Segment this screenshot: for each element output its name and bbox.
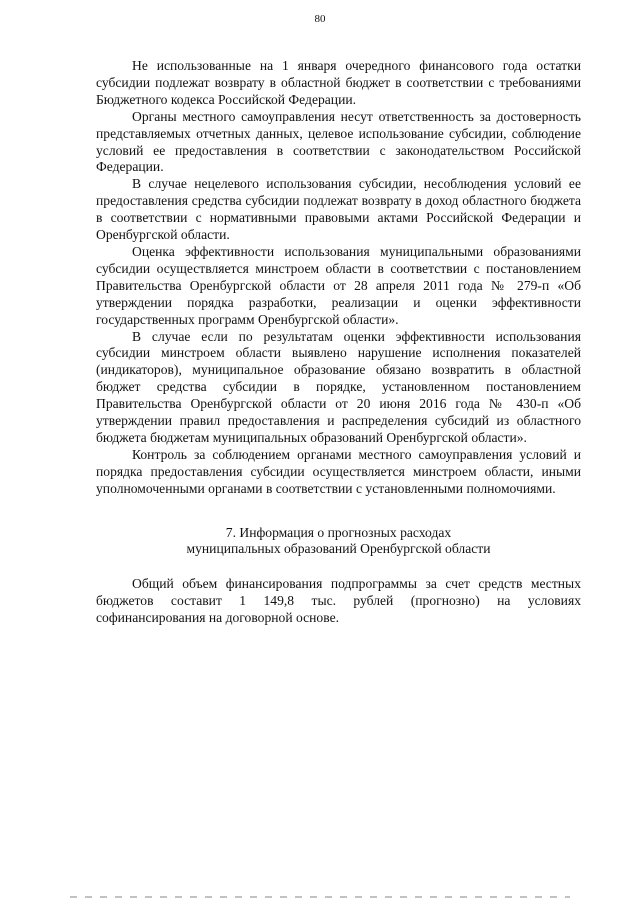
paragraph-misuse-return: В случае нецелевого использования субсидии, несоблюдения условий ее предоставления средства субсидии подлежат возврату в доход областного бюджета в соответствии с нормативными правовыми актами Российской Федерации и Оренбургской области. [96,176,581,243]
page-number: 80 [314,13,326,25]
paragraph-indicator-violation-return: В случае если по результатам оценки эффективности использования субсидии минстроем области выявлено нарушение исполнения показателей (индикаторов), муниципальное образование обязано возвратить в областной бюджет средства субсидии в порядке, установленном постановлением Правительства Оренбургской области от 20 июня 2016 года № 430-п «Об утверждении правил предоставления и распределения субсидий из областного бюджета бюджетам муниципальных образований Оренбургской области». [96,328,581,445]
section-heading-line-2: муниципальных образований Оренбургской области [186,541,491,557]
section-heading-line-1: 7. Информация о прогнозных расходах [225,524,452,540]
document-body [96,58,581,627]
paragraph-local-government-responsibility: Органы местного самоуправления несут ответственность за достоверность представляемых отчетных данных, целевое использование субсидии, соблюдение условий ее предоставления в соответствии с законодательством Российской Федерации. [96,108,581,175]
paragraph-financing-volume: Общий объем финансирования подпрограммы за счет средств местных бюджетов составит 1 149,8 тыс. рублей (прогнозно) на условиях софинансирования на договорной основе. [96,576,581,626]
scan-footer-artifact [70,896,570,898]
paragraph-control: Контроль за соблюдением органами местного самоуправления условий и порядка предоставления субсидии осуществляется минстроем области, иными уполномоченными органами в соответствии с установленными полномочиями. [96,446,581,496]
paragraph-subsidy-remainder-return: Не использованные на 1 января очередного финансового года остатки субсидии подлежат возврату в областной бюджет в соответствии с требованиями Бюджетного кодекса Российской Федерации. [96,58,581,107]
section-heading [96,525,581,559]
paragraph-efficiency-evaluation: Оценка эффективности использования муниципальными образованиями субсидии осуществляется минстроем области в соответствии с постановлением Правительства Оренбургской области от 28 апреля 2011 года № 279-п «Об утверждении порядка разработки, реализации и оценки эффективности государственных программ Оренбургской области». [96,243,581,327]
